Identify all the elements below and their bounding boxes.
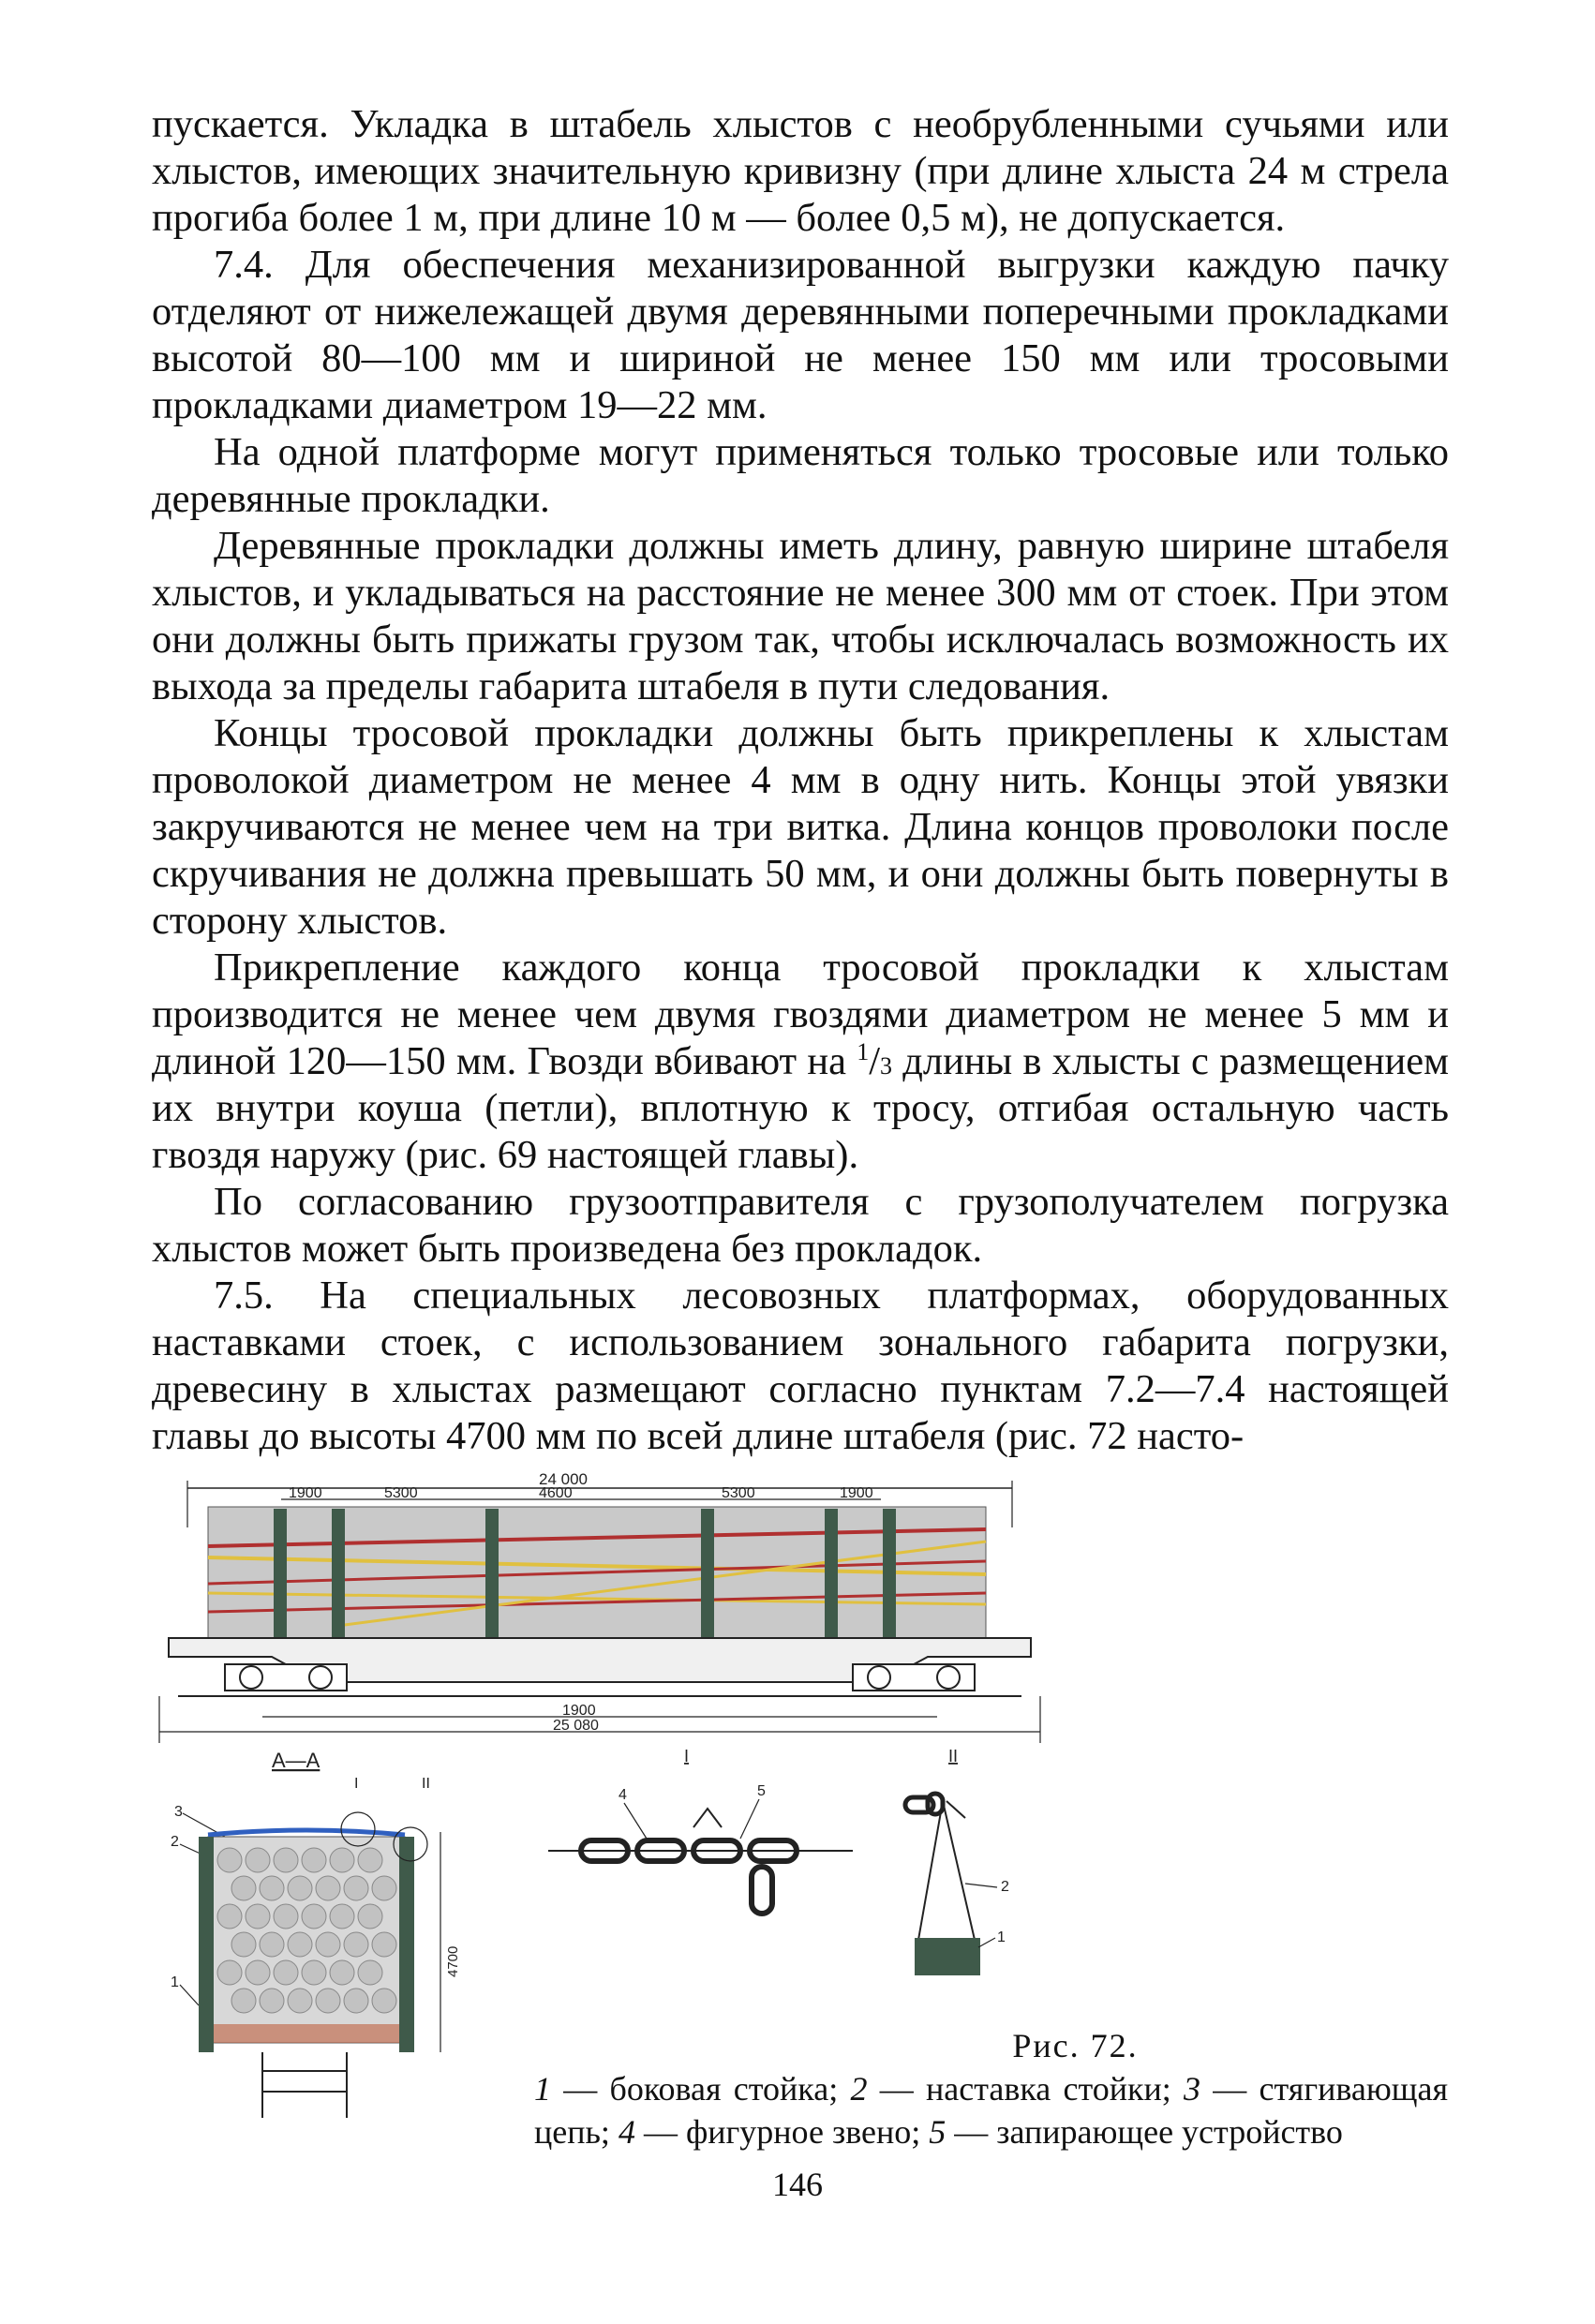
dim-1900-left: 1900	[289, 1485, 322, 1501]
paragraph-platform: На одной платформе могут применяться только тросовые или только деревянные прокладки.	[152, 430, 1449, 521]
fraction-slash: /	[869, 1039, 881, 1083]
detail-i-chain	[544, 1743, 862, 1949]
legend-num-3: 3	[1184, 2070, 1201, 2108]
callout-3: 3	[174, 1804, 183, 1820]
detail-ii-title: II	[948, 1747, 959, 1765]
platform-side-view	[150, 1471, 1050, 1743]
section-label: А—А	[272, 1749, 320, 1772]
detail-i-callout-5: 5	[757, 1783, 766, 1799]
caption-title: Рис. 72.	[1012, 2027, 1139, 2064]
bogie-left	[225, 1664, 347, 1691]
dim-1900-right: 1900	[840, 1485, 873, 1501]
paragraph-agreement: По согласованию грузоотправителя с грузополучателем погрузка хлыстов может быть произведена без прокладок.	[152, 1180, 1449, 1271]
detail-ii-stake-extension	[900, 1743, 1031, 1987]
legend-text-5: — запирающее устройство	[946, 2113, 1343, 2151]
legend-text-2: — наставка стойки;	[867, 2070, 1185, 2108]
paragraph-7-5: 7.5. На специальных лесовозных платформах, оборудованных наставками стоек, с использованием зонального габарита погрузки, древесину в хлыстах размещают согласно пунктам 7.2—7.4 настоящей главы до высоты 4700 мм по всей длине штабеля (рис. 72 насто-	[152, 1274, 1449, 1458]
dim-4600: 4600	[539, 1485, 573, 1501]
detail-i-title: I	[684, 1747, 690, 1765]
paragraph-cable-ends: Концы тросовой прокладки должны быть прикреплены к хлыстам проволокой диаметром не менее 4 мм в одну нить. Концы этой увязки закручиваются не менее чем на три витка. Длина концов проволоки после скручивания не должна превышать 50 мм, и они должны быть повернуты в сторону хлыстов.	[152, 711, 1449, 943]
paragraph-7-4: 7.4. Для обеспечения механизированной выгрузки каждую пачку отделяют от нижележащей двумя деревянными поперечными прокладками высотой 80—100 мм и шириной не менее 150 мм или тросовыми прокладками диаметром 19—22 мм.	[152, 243, 1449, 427]
fraction-numerator: 1	[857, 1037, 870, 1065]
dim-5300-left: 5300	[384, 1485, 418, 1501]
figure-caption	[534, 2024, 1448, 2153]
page-number: 146	[772, 2166, 823, 2203]
para5-after: длины в хлысты с размещением их внутри коуша (петли), вплотную к тросу, отгибая остальную часть гвоздя наружу (рис. 69 настоящей главы).	[152, 1039, 1449, 1177]
paragraph-nails	[152, 945, 1449, 1179]
height-4700: 4700	[445, 1945, 461, 1977]
bogie-right	[853, 1664, 975, 1691]
body-text	[152, 101, 1449, 1460]
caption-legend	[534, 2067, 1448, 2153]
detail-i-callout-4: 4	[619, 1787, 627, 1803]
legend-num-1: 1	[534, 2070, 551, 2108]
fraction-denominator: 3	[880, 1052, 893, 1080]
stake-extension	[915, 1938, 980, 1975]
callout-2: 2	[171, 1834, 179, 1850]
detail-ii-callout-2: 2	[1001, 1879, 1009, 1895]
dim-total-24000: 24 000	[539, 1471, 588, 1488]
legend-text-1: — боковая стойка;	[551, 2070, 851, 2108]
legend-num-4: 4	[618, 2113, 635, 2151]
section-mark-ii: II	[422, 1776, 430, 1792]
paragraph-wooden-spacers: Деревянные прокладки должны иметь длину, равную ширине штабеля хлыстов, и укладываться на расстояние не менее 300 мм от стоек. При этом они должны быть прижаты грузом так, чтобы исключалась возможность их выхода за пределы габарита штабеля в пути следования.	[152, 524, 1449, 708]
detail-ii-callout-1: 1	[997, 1929, 1006, 1945]
section-mark-i: I	[354, 1776, 359, 1792]
callout-1: 1	[171, 1974, 179, 1990]
legend-text-4: — фигурное звено;	[634, 2113, 930, 2151]
legend-text-3: — стягивающая цепь;	[534, 2070, 1449, 2151]
section-a-a	[159, 1743, 487, 2137]
paragraph-0: пускается. Укладка в штабель хлыстов с необрубленными сучьями или хлыстов, имеющих значительную кривизну (при длине хлыста 24 м стрела прогиба более 1 м, при длине 10 м — более 0,5 м), не допускается.	[152, 102, 1449, 240]
dim-bottom-25080: 25 080	[553, 1718, 599, 1734]
dim-5300-right: 5300	[722, 1485, 755, 1501]
legend-num-2: 2	[850, 2070, 868, 2108]
para5-before: Прикрепление каждого конца тросовой прокладки к хлыстам производится не менее чем двумя гвоздями диаметром не менее 5 мм и длиной 120—150 мм. Гвозди вбивают на	[152, 946, 1449, 1083]
dim-bottom-1900: 1900	[562, 1703, 596, 1719]
legend-num-5: 5	[929, 2113, 947, 2151]
